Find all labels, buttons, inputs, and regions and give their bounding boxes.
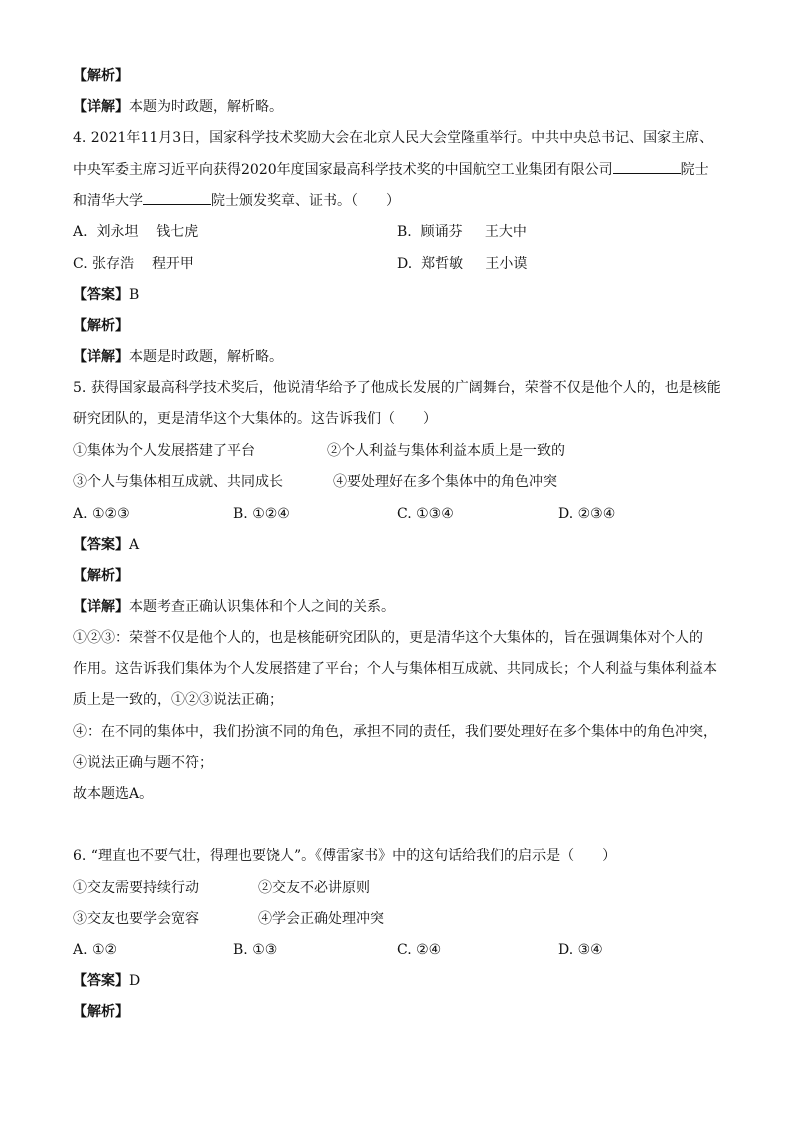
q5-explain-3: 质上是一致的，①②③说法正确； <box>73 692 283 708</box>
q5-explain-4: ④：在不同的集体中，我们扮演不同的角色，承担不同的责任，我们要处理好在多个集体中的角色冲突， <box>73 724 717 740</box>
answer-value: A <box>129 537 140 553</box>
q4-line-1: 4. 2021年11月3日，国家科学技术奖励大会在北京人民大会堂隆重举行。中共中央总书记、国家主席、 <box>73 130 714 146</box>
detail-label: 【详解】 <box>73 349 129 365</box>
q5-option-d: D. ②③④ <box>558 506 616 522</box>
option-name-2: 王大中 <box>484 224 527 240</box>
answer-value: D <box>129 973 141 989</box>
q5-statement-2: ②个人利益与集体利益本质上是一致的 <box>327 443 565 459</box>
detail-text: 本题为时政题，解析略。 <box>129 99 283 115</box>
option-name-2: 程开甲 <box>151 256 194 272</box>
q5-line-2: 研究团队的，更是清华这个大集体的。这告诉我们（ ） <box>73 411 437 427</box>
option-letter: B. <box>397 224 412 240</box>
q5-option-b: B. ①②④ <box>233 506 290 522</box>
q6-line-1: 6. “理直也不要气壮，得理也要饶人”。《傅雷家书》中的这句话给我们的启示是（ ） <box>73 848 617 864</box>
analysis-heading-1: 【解析】 <box>73 68 129 84</box>
option-name-1: 张存浩 <box>92 256 135 272</box>
q5-explain-6: 故本题选A。 <box>73 786 154 802</box>
q5-statement-1: ①集体为个人发展搭建了平台 <box>73 443 255 459</box>
q6-option-d: D. ③④ <box>558 942 603 958</box>
q6-statement-4: ④学会正确处理冲突 <box>258 911 384 927</box>
detail-line-1 <box>73 97 283 117</box>
answer-label: 【答案】 <box>73 973 129 989</box>
q6-answer <box>73 971 140 991</box>
q5-line-1: 5. 获得国家最高科学技术奖后，他说清华给予了他成长发展的广阔舞台，荣誉不仅是他个人的，也是核能 <box>73 380 721 396</box>
q6-statement-3: ③交友也要学会宽容 <box>73 911 199 927</box>
q4-answer <box>73 285 139 305</box>
option-letter: D. <box>397 256 413 272</box>
q4-option-d <box>397 254 527 274</box>
option-letter: C. <box>73 256 88 272</box>
q5-explain-2: 作用。这告诉我们集体为个人发展搭建了平台；个人与集体相互成就、共同成长；个人利益与集体利益本 <box>73 661 717 677</box>
q4-option-c <box>73 254 194 274</box>
q4-line-2-tail: 院士 <box>680 162 709 178</box>
answer-label: 【答案】 <box>73 537 129 553</box>
q6-statement-1: ①交友需要持续行动 <box>73 880 199 896</box>
option-name-2: 钱七虎 <box>156 224 199 240</box>
answer-label: 【答案】 <box>73 287 129 303</box>
q5-answer <box>73 535 139 555</box>
detail-label: 【详解】 <box>73 99 129 115</box>
detail-text: 本题是时政题，解析略。 <box>129 349 283 365</box>
q4-line-3 <box>73 190 400 210</box>
q5-option-c: C. ①③④ <box>397 506 454 522</box>
q4-blank-1 <box>613 159 681 174</box>
q6-option-a: A. ①② <box>73 942 118 958</box>
detail-text: 本题考查正确认识集体和个人之间的关系。 <box>129 599 395 615</box>
q5-detail <box>73 597 395 617</box>
option-name-1: 刘永坦 <box>96 224 139 240</box>
q4-line-2-text: 中央军委主席习近平向获得2020年度国家最高科学技术奖的中国航空工业集团有限公司 <box>73 162 613 178</box>
q6-statement-2: ②交友不必讲原则 <box>258 880 370 896</box>
answer-value: B <box>129 287 140 303</box>
q4-line-2 <box>73 159 709 179</box>
option-name-2: 王小谟 <box>485 256 528 272</box>
q5-statement-4: ④要处理好在多个集体中的角色冲突 <box>333 474 557 490</box>
q4-option-b <box>397 222 527 242</box>
q4-line-3-tail: 院士颁发奖章、证书。（ ） <box>211 193 400 209</box>
q5-statement-3: ③个人与集体相互成就、共同成长 <box>73 474 283 490</box>
option-name-1: 顾诵芬 <box>420 224 463 240</box>
q5-option-a: A. ①②③ <box>73 506 130 522</box>
analysis-heading-2: 【解析】 <box>73 318 129 334</box>
q4-blank-2 <box>143 190 211 205</box>
analysis-heading-4: 【解析】 <box>73 1004 129 1020</box>
analysis-heading-3: 【解析】 <box>73 568 129 584</box>
q5-explain-5: ④说法正确与题不符； <box>73 755 213 771</box>
q6-option-c: C. ②④ <box>397 942 442 958</box>
q4-option-a <box>73 222 198 242</box>
option-name-1: 郑哲敏 <box>421 256 464 272</box>
q5-explain-1: ①②③：荣誉不仅是他个人的，也是核能研究团队的，更是清华这个大集体的，旨在强调集体对个人的 <box>73 630 703 646</box>
q6-option-b: B. ①③ <box>233 942 278 958</box>
detail-label: 【详解】 <box>73 599 129 615</box>
q4-detail <box>73 347 283 367</box>
q4-line-3-text: 和清华大学 <box>73 193 143 209</box>
option-letter: A. <box>73 224 88 240</box>
